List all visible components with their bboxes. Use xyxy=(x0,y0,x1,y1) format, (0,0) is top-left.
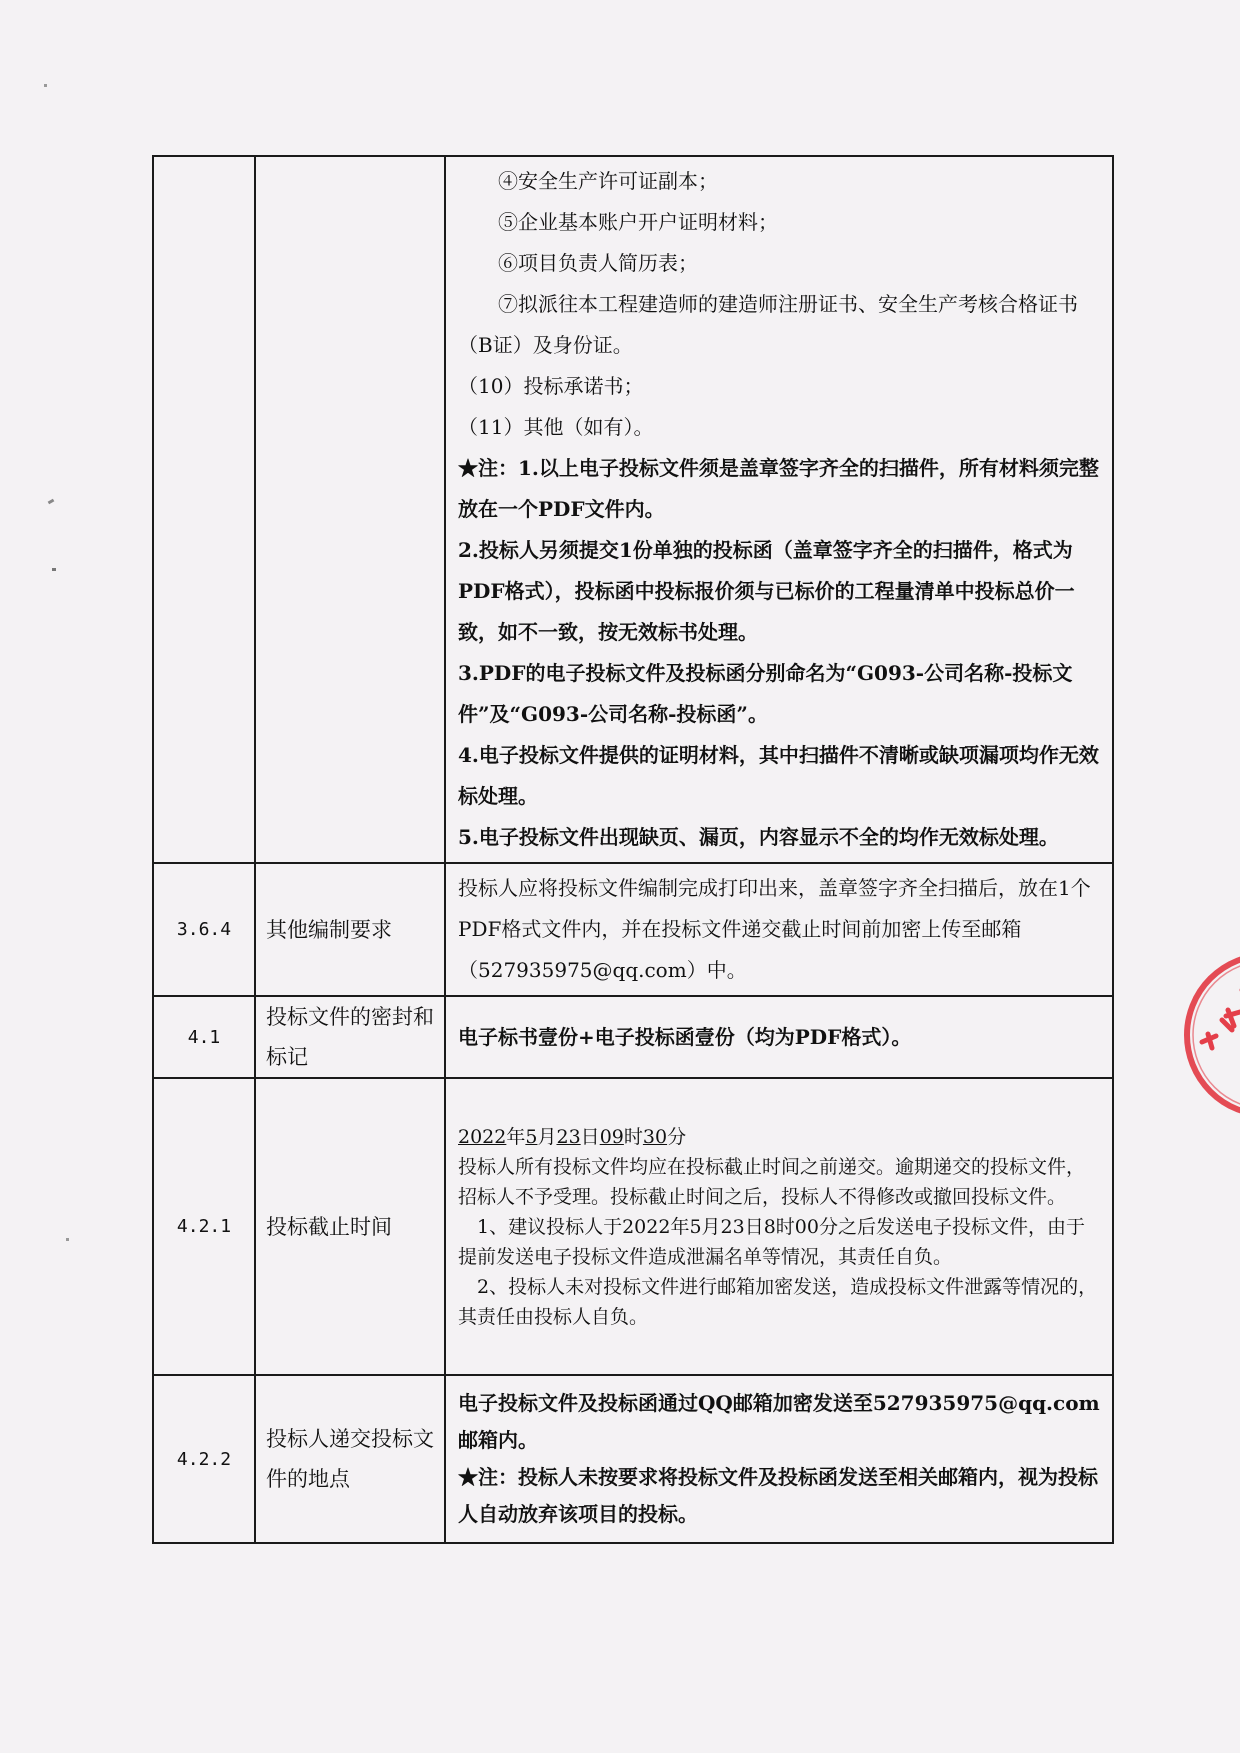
row-content xyxy=(445,1078,1113,1375)
scan-speck xyxy=(44,84,47,87)
tender-requirements-table xyxy=(152,155,1114,1544)
list-item: ④安全生产许可证副本； xyxy=(498,169,718,193)
row-number: 4.2.2 xyxy=(153,1375,255,1543)
scan-speck xyxy=(52,568,56,571)
row-content xyxy=(445,156,1113,863)
row-content xyxy=(445,996,1113,1078)
row-number: 3.6.4 xyxy=(153,863,255,996)
row-title: 投标文件的密封和标记 xyxy=(255,996,445,1078)
note-paragraph: ★注：1.以上电子投标文件须是盖章签字齐全的扫描件，所有材料须完整放在一个PDF文件内。 xyxy=(458,456,1099,521)
list-item: ⑦拟派往本工程建造师的建造师注册证书、安全生产考核合格证书（B证）及身份证。 xyxy=(458,292,1078,357)
scan-speck xyxy=(66,1238,69,1241)
content-paragraph: 2、投标人未对投标文件进行邮箱加密发送，造成投标文件泄露等情况的，其责任由投标人自负。 xyxy=(458,1275,1098,1328)
note-paragraph: 2.投标人另须提交1份单独的投标函（盖章签字齐全的扫描件，格式为PDF格式），投标函中投标报价须与已标价的工程量清单中投标总价一致，如不一致，按无效标书处理。 xyxy=(458,538,1075,644)
content-paragraph: 投标人所有投标文件均应在投标截止时间之前递交。逾期递交的投标文件，招标人不予受理。投标截止时间之后，投标人不得修改或撤回投标文件。 xyxy=(458,1155,1086,1208)
content-paragraph: 1、建议投标人于2022年5月23日8时00分之后发送电子投标文件，由于提前发送电子投标文件造成泄漏名单等情况，其责任自负。 xyxy=(458,1215,1085,1268)
row-content xyxy=(445,863,1113,996)
row-title: 其他编制要求 xyxy=(255,863,445,996)
row-content xyxy=(445,1375,1113,1543)
row-title: 投标截止时间 xyxy=(255,1078,445,1375)
row-number xyxy=(153,156,255,863)
row-title xyxy=(255,156,445,863)
row-number: 4.1 xyxy=(153,996,255,1078)
table-row-continuation xyxy=(153,156,1113,863)
list-item: ⑥项目负责人简历表； xyxy=(498,251,698,275)
note-paragraph: 5.电子投标文件出现缺页、漏页，内容显示不全的均作无效标处理。 xyxy=(458,825,1059,849)
deadline-date: 2022年5月23日09时30分 xyxy=(458,1125,687,1148)
table-row-4-2-2 xyxy=(153,1375,1113,1543)
list-item: （11）其他（如有）。 xyxy=(458,415,654,439)
note-paragraph: 3.PDF的电子投标文件及投标函分别命名为“G093-公司名称-投标文件”及“G093-公司名称-投标函”。 xyxy=(458,661,1073,726)
list-item: （10）投标承诺书； xyxy=(458,374,644,398)
note-paragraph: ★注：投标人未按要求将投标文件及投标函发送至相关邮箱内，视为投标人自动放弃该项目的投标。 xyxy=(458,1465,1098,1526)
note-paragraph: 4.电子投标文件提供的证明材料，其中扫描件不清晰或缺项漏项均作无效标处理。 xyxy=(458,743,1099,808)
table-row-3-6-4 xyxy=(153,863,1113,996)
scan-speck xyxy=(48,499,55,505)
table-row-4-1 xyxy=(153,996,1113,1078)
content-paragraph: 电子标书壹份+电子投标函壹份（均为PDF格式）。 xyxy=(458,1024,912,1049)
content-paragraph: 投标人应将投标文件编制完成打印出来，盖章签字齐全扫描后，放在1个PDF格式文件内，并在投标文件递交截止时间前加密上传至邮箱（527935975@qq.com）中。 xyxy=(458,876,1091,982)
list-item: ⑤企业基本账户开户证明材料； xyxy=(498,210,778,234)
row-title: 投标人递交投标文件的地点 xyxy=(255,1375,445,1543)
official-seal-stamp xyxy=(1182,950,1240,1120)
table-row-4-2-1 xyxy=(153,1078,1113,1375)
content-paragraph: 电子投标文件及投标函通过QQ邮箱加密发送至527935975@qq.com邮箱内。 xyxy=(458,1391,1100,1452)
row-number: 4.2.1 xyxy=(153,1078,255,1375)
